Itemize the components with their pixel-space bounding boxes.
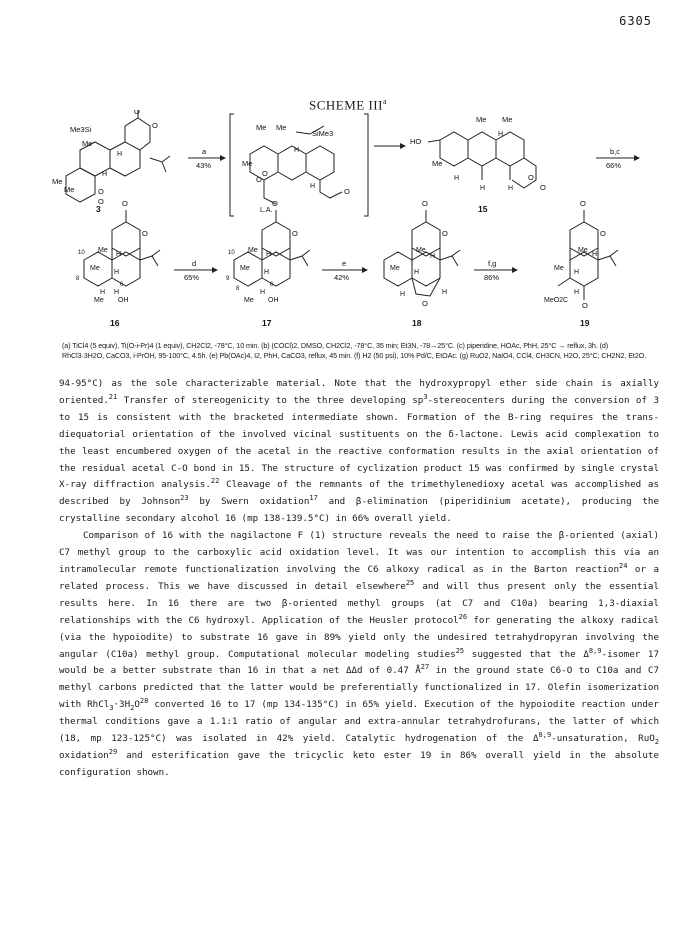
intermediate-atom-9: O — [344, 187, 350, 196]
compound-19-label: 19 — [580, 318, 590, 328]
paragraph-1: 94-95°C) as the sole characterizable material. Note that the hydroxypropyl ether side chain is axially oriented.$^{21}$ Transfer of stereogenicity to the three developing $sp^3$-stereocenters during the conversion of 3 to 15 is consistent with the bracketed intermediate shown. Formation of the B-ring requires the trans-diequatorial orientation of the involved vicinal sustituents on the δ-lactone. Lewis acid complexation to the least encumbered oxygen of the acetal in the reactive conformation results in the axial orientation of the residual acetal C-O bond in 15. The structure of cyclization product 15 was confirmed by single crystal X-ray diffraction analysis.$^{22}$ Cleavage of the remnants of the trimethylenedioxy acetal was accomplished as described by Johnson$^{23}$ by Swern oxidation$^{17}$ and β-elimination (piperidinium acetate), producing the crystalline secondary alcohol 16 (mp 138-139.5°C) in 66% overall yield. — [59, 378, 659, 525]
compound-17-atom-3: 10 — [228, 250, 235, 256]
compound-18-atom-8: H — [442, 289, 448, 296]
arrow-step-e-reagent: e — [342, 259, 347, 268]
compound-18-atom-4: H — [430, 253, 436, 260]
compound-3-atom-1: Me3Si — [70, 125, 92, 134]
arrow-step-fg — [474, 259, 518, 282]
arrow-step-bc-yield: 66% — [606, 161, 622, 170]
compound-16-atom-5: H — [116, 251, 122, 258]
compound-17-structure — [226, 199, 310, 328]
compound-17-atom-4: Me — [248, 247, 258, 254]
compound-19-atom-8: MeO2C — [544, 297, 569, 304]
compound-3-atom-5: O — [134, 110, 140, 116]
intermediate-atom-2: Me — [276, 123, 287, 132]
compound-17-atom-13: OH — [268, 297, 279, 304]
scheme-footnote: (a) TiCl4 (5 equiv), Ti(O-i-Pr)4 (1 equiv), CH2Cl2, -78°C, 10 min. (b) (COCl)2, DMSO, CH2Cl2, -78°C, 35 min; Et3N, -78→25°C. (c) piperidine, HOAc, PhH, 25°C → reflux, 3h. (d) RhCl3·3H2O, CaCO3, i-PrOH, 95-100°C, 4.5h. (e) Pb(OAc)4, I2, PhH, CaCO3, reflux, 45 min. (f) H2 (50 psi), 10% Pd/C, EtOAc. (g) RuO2, NaIO4, CCl4, CH3CN, H2O, 25°C; CH2N2, Et2O. — [62, 341, 647, 360]
compound-15-atom-2: Me — [502, 115, 513, 124]
compound-16-atom-12: Me — [94, 297, 104, 304]
intermediate-atom-3: SiMe3 — [312, 129, 334, 138]
compound-3-structure — [52, 110, 170, 214]
compound-15-atom-9: O — [540, 183, 546, 192]
arrow-step-fg-yield: 86% — [484, 273, 500, 282]
compound-17-atom-12: Me — [244, 297, 254, 304]
compound-16-atom-4: Me — [98, 247, 108, 254]
arrow-step-a — [188, 147, 226, 170]
compound-17-atom-11: H — [260, 289, 266, 296]
compound-19-atom-4: H — [592, 251, 598, 258]
compound-19-atom-7: H — [574, 289, 580, 296]
compound-18-atom-1: O — [422, 199, 428, 208]
compound-3-atom-3: H — [117, 151, 123, 158]
arrow-step-fg-reagent: f,g — [488, 259, 497, 268]
compound-16-atom-1: O — [122, 199, 128, 208]
arrow-step-e-yield: 42% — [334, 273, 350, 282]
compound-18-atom-6: H — [414, 269, 420, 276]
compound-17-atom-8: 9 — [226, 276, 230, 282]
compound-16-atom-3: 10 — [78, 250, 85, 256]
compound-15-atom-8: O — [528, 173, 534, 182]
page-number: 6305 — [619, 14, 652, 28]
compound-16-atom-10: H — [100, 289, 106, 296]
compound-3-atom-4: H — [102, 171, 108, 178]
compound-19-atom-2: O — [600, 229, 606, 238]
arrow-step-a-yield: 43% — [196, 161, 212, 170]
intermediate-lewis-acid: L.A. — [260, 207, 273, 214]
intermediate-atom-8: H — [310, 183, 316, 190]
compound-17-atom-5: H — [266, 251, 272, 258]
compound-3-atom-10: Me — [64, 185, 75, 194]
compound-16-atom-2: O — [142, 229, 148, 238]
intermediate-atom-4: H — [294, 147, 300, 154]
compound-18-atom-9: O — [422, 299, 428, 308]
compound-19-atom-5: Me — [554, 265, 564, 272]
compound-17-atom-2: O — [292, 229, 298, 238]
compound-16-atom-8: 8 — [76, 276, 80, 282]
compound-17-atom-6: Me — [240, 265, 250, 272]
intermediate-atom-6: O — [262, 169, 268, 178]
compound-18-structure — [384, 199, 460, 328]
arrow-step-bc-reagent: b,c — [610, 147, 621, 156]
paragraph-2: Comparison of 16 with the nagilactone F (1) structure reveals the need to raise the β-oriented (axial) C7 methyl group to the carboxylic acid oxidation level. It was our intention to accomplish this via an intramolecular remote functionalization involving the C6 alkoxy radical as in the Barton reaction$^{24}$ or a related process. This we have discussed in detail elsewhere$^{25}$ and will thus present only the essential results here. In 16 there are two β-oriented methyl groups (at C7 and C10a) bearing 1,3-diaxial relationships with the C6 hydroxyl. Application of the Heusler protocol$^{26}$ for generating the alkoxy radical (via the hypoiodite) to substrate 16 gave in 89% yield only the undesired tetrahydropyran involving the angular (C10a) methyl group. Computational molecular modeling studies$^{25}$ suggested that the Δ$^{8,9}$-isomer 17 would be a better substrate than 16 in that a net ΔΔd of 0.47 $Å^{27}$ in the ground state C6-O to C10a and C7 methyl carbons predicted that the latter would be preferentially functionalized in 17. Olefin isomerization with $RhCl_3\cdot 3H_2O^{28}$ converted 16 to 17 (mp 134-135°C) in 65% yield. Execution of the hypoiodite reaction under thermal conditions gave a 1.1:1 ratio of angular and extra-annular tetrahydrofurans, the latter of which (18, mp 123-125°C) was isolated in 42% yield. Catalytic hydrogenation of the Δ$^{8,9}$-unsaturation, RuO$_2$ oxidation$^{29}$ and esterification gave the tricyclic keto ester 19 in 86% overall yield in the absolute configuration shown. — [59, 530, 659, 778]
compound-3-atom-8: O — [98, 197, 104, 206]
compound-3-atom-7: O — [98, 187, 104, 196]
compound-15-atom-5: Me — [432, 159, 443, 168]
compound-15-atom-4: H — [498, 131, 504, 138]
intermediate-atom-7: O — [256, 175, 262, 184]
arrow-step-a-reagent: a — [202, 147, 207, 156]
bracketed-intermediate — [230, 114, 368, 216]
compound-16-atom-7: H — [114, 269, 120, 276]
compound-16-structure — [76, 199, 160, 328]
compound-3-atom-9: Me — [52, 177, 63, 186]
compound-15-structure — [410, 115, 546, 214]
compound-19-structure — [544, 199, 618, 328]
body-text — [59, 376, 659, 782]
compound-19-atom-3: Me — [578, 247, 588, 254]
reaction-scheme — [50, 110, 660, 338]
arrow-step-d — [174, 259, 218, 282]
compound-16-atom-11: H — [114, 289, 120, 296]
compound-3-atom-6: O — [152, 121, 158, 130]
scheme-title-footnote-mark: a — [382, 97, 388, 106]
compound-15-label: 15 — [478, 204, 488, 214]
compound-18-label: 18 — [412, 318, 422, 328]
arrow-step-d-reagent: d — [192, 259, 197, 268]
compound-19-atom-9: O — [582, 301, 588, 310]
compound-18-atom-7: H — [400, 291, 406, 298]
compound-3-label: 3 — [96, 204, 101, 214]
compound-17-atom-9: 8 — [236, 286, 240, 292]
compound-17-atom-10: 6 — [270, 282, 274, 288]
arrow-step-e — [322, 259, 368, 282]
arrow-step-cyclization — [374, 143, 406, 149]
compound-15-atom-3: HO — [410, 137, 422, 146]
compound-18-atom-3: Me — [416, 247, 426, 254]
compound-15-atom-7: H — [480, 185, 486, 192]
compound-3-atom-2: Me — [82, 139, 93, 148]
compound-18-atom-2: O — [442, 229, 448, 238]
compound-17-atom-7: H — [264, 269, 270, 276]
compound-16-atom-9: 6 — [120, 282, 124, 288]
compound-18-atom-5: Me — [390, 265, 400, 272]
scheme-title: SCHEME III$^a$ — [308, 97, 388, 113]
arrow-step-bc — [596, 147, 640, 170]
compound-17-label: 17 — [262, 318, 272, 328]
compound-16-atom-13: OH — [118, 297, 129, 304]
compound-16-label: 16 — [110, 318, 120, 328]
compound-15-atom-1: Me — [476, 115, 487, 124]
arrow-step-d-yield: 65% — [184, 273, 200, 282]
intermediate-atom-1: Me — [256, 123, 267, 132]
compound-15-atom-6: H — [454, 175, 460, 182]
compound-16-atom-6: Me — [90, 265, 100, 272]
compound-19-atom-1: O — [580, 199, 586, 208]
compound-15-atom-10: H — [508, 185, 514, 192]
compound-17-atom-1: O — [272, 199, 278, 208]
compound-19-atom-6: H — [574, 269, 580, 276]
intermediate-atom-5: Me — [242, 159, 253, 168]
